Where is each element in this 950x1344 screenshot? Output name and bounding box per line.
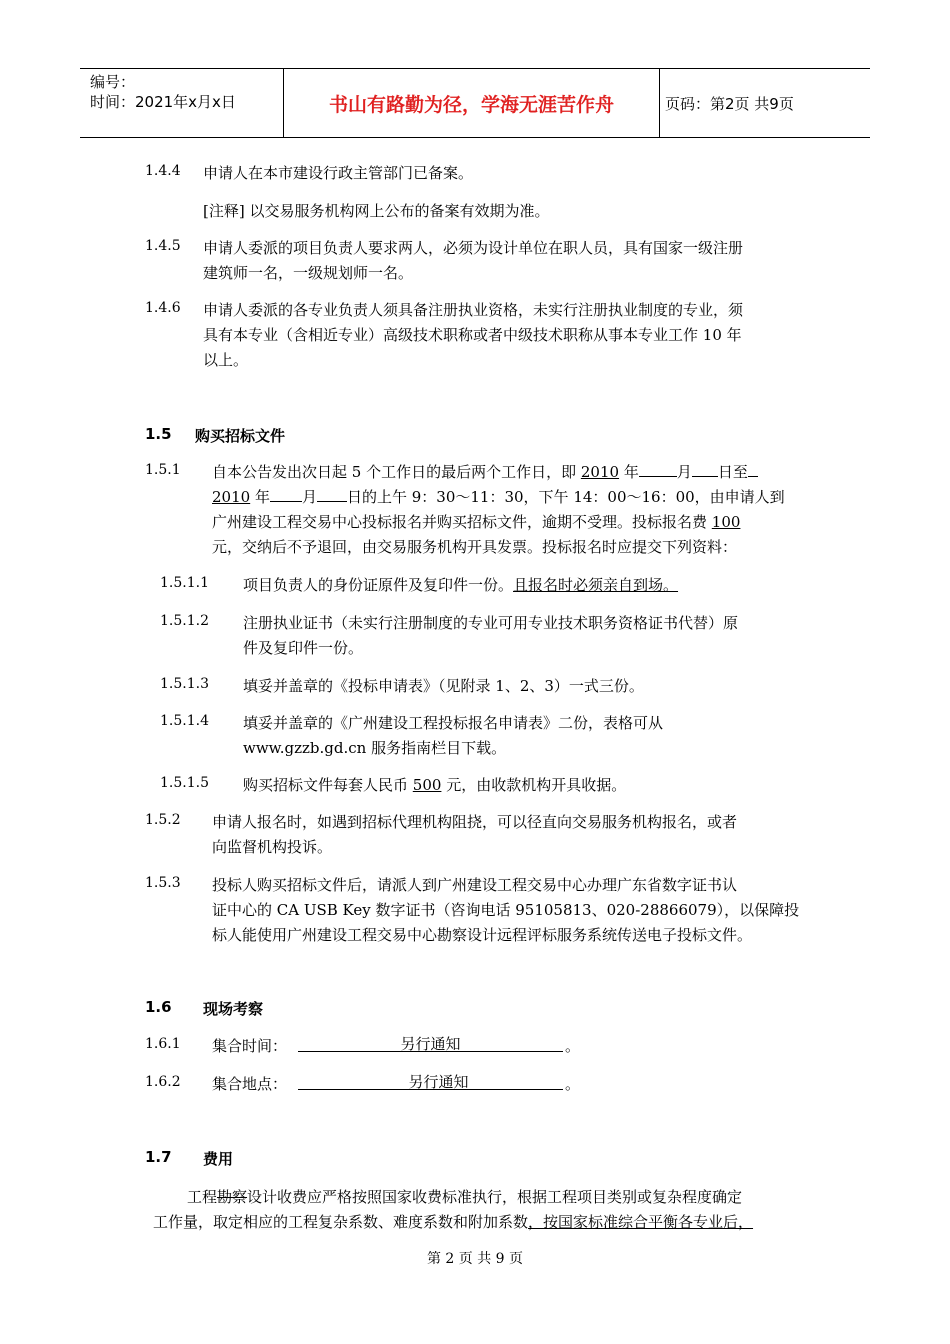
paragraph-line: 工程勘察设计收费应严格按照国家收费标准执行，根据工程项目类别或复杂程度确定 [187, 1188, 743, 1206]
paragraph-line: 元，交纳后不予退回，由交易服务机构开具发票。投标报名时应提交下列资料： [212, 538, 738, 556]
header-motto: 书山有路勤为径，学海无涯苦作舟 [283, 69, 660, 137]
page-header [80, 68, 870, 138]
section-number: 1.5.3 [145, 875, 181, 891]
paragraph-line: www.gzzb.gd.cn 服务指南栏目下载。 [243, 739, 507, 757]
paragraph-line: 以上。 [203, 351, 249, 369]
section-heading: 现场考察 [203, 1000, 264, 1018]
section-number: 1.5.1.1 [160, 575, 209, 591]
paragraph-line: 件及复印件一份。 [243, 639, 364, 657]
fee-field: 100 [711, 513, 741, 531]
underlined-text: ，按国家标准综合平衡各专业后， [528, 1213, 754, 1231]
header-page-label: 页码：第2页 共9页 [665, 94, 794, 113]
section-heading: 费用 [203, 1150, 234, 1168]
section-number: 1.5.1 [145, 462, 181, 478]
header-meta [80, 69, 283, 137]
section-number: 1.5.1.4 [160, 713, 209, 729]
paragraph-line: 投标人购买招标文件后，请派人到广州建设工程交易中心办理广东省数字证书认 [212, 876, 738, 894]
paragraph-line: 申请人委派的项目负责人要求两人，必须为设计单位在职人员，具有国家一级注册 [203, 239, 744, 257]
document-time-label: 时间：2021年x月x日 [90, 93, 236, 111]
paragraph-line: 广州建设工程交易中心投标报名并购买招标文件，逾期不受理。投标报名费 100 [212, 513, 741, 531]
day-blank [317, 486, 347, 502]
section-number: 1.5.1.5 [160, 775, 209, 791]
field-label: 集合时间： [212, 1037, 288, 1055]
paragraph-line: 2010 年 月 日的上午 9：30～11：30，下午 14：00～16：00，由申请人到 [212, 488, 785, 506]
assembly-place-value: 另行通知 [298, 1071, 563, 1090]
section-number: 1.4.4 [145, 163, 181, 179]
section-number: 1.5.1.2 [160, 613, 209, 629]
paragraph-line: 建筑师一名，一级规划师一名。 [203, 264, 414, 282]
note-line: [注释] 以交易服务机构网上公布的备案有效期为准。 [203, 202, 550, 220]
section-number: 1.6.2 [145, 1074, 181, 1090]
struck-text: 勘察 [217, 1188, 248, 1206]
paragraph-line: 项目负责人的身份证原件及复印件一份。且报名时必须亲自到场。 [243, 576, 679, 594]
section-number: 1.6.1 [145, 1036, 181, 1052]
section-number: 1.4.6 [145, 300, 181, 316]
paragraph-line: 工作量，取定相应的工程复杂系数、难度系数和附加系数，按国家标准综合平衡各专业后， [153, 1213, 754, 1231]
year-field: 2010 [212, 488, 251, 506]
paragraph-line: 填妥并盖章的《投标申请表》（见附录 1、2、3）一式三份。 [243, 677, 644, 695]
month-blank [270, 486, 302, 502]
section-heading-number: 1.6 [145, 998, 172, 1016]
field-label: 集合地点： [212, 1075, 288, 1093]
assembly-time-value: 另行通知 [298, 1033, 563, 1052]
paragraph-line: 购买招标文件每套人民币 500 元，由收款机构开具收据。 [243, 776, 627, 794]
paragraph-line: 申请人报名时，如遇到招标代理机构阻挠，可以径直向交易服务机构报名，或者 [212, 813, 738, 831]
section-number: 1.4.5 [145, 238, 181, 254]
section-number: 1.5.2 [145, 812, 181, 828]
paragraph-line: 具有本专业（含相近专业）高级技术职称或者中级技术职称从事本专业工作 10 年 [203, 326, 742, 344]
paragraph-line: 向监督机构投诉。 [212, 838, 333, 856]
paragraph-line: 标人能使用广州建设工程交易中心勘察设计远程评标服务系统传送电子投标文件。 [212, 926, 753, 944]
underlined-requirement: 且报名时必须亲自到场。 [513, 576, 679, 594]
page-footer: 第 2 页 共 9 页 [426, 1251, 524, 1267]
document-number-label: 编号： [90, 73, 136, 91]
section-heading: 购买招标文件 [195, 427, 286, 445]
price-field: 500 [412, 776, 442, 794]
year-field: 2010 [580, 463, 620, 481]
day-blank [692, 461, 718, 477]
paragraph-line: 注册执业证书（未实行注册制度的专业可用专业技术职务资格证书代替）原 [243, 614, 739, 632]
paragraph-line: 自本公告发出次日起 5 个工作日的最后两个工作日，即 2010 年 月 日至 [212, 461, 758, 482]
section-heading-number: 1.5 [145, 425, 172, 443]
section-number: 1.5.1.3 [160, 676, 209, 692]
paragraph-line: 填妥并盖章的《广州建设工程投标报名申请表》二份，表格可从 [243, 714, 664, 732]
month-blank [639, 461, 677, 477]
paragraph-line: 申请人委派的各专业负责人须具备注册执业资格，未实行注册执业制度的专业，须 [203, 301, 744, 319]
paragraph-line: 申请人在本市建设行政主管部门已备案。 [203, 164, 474, 182]
paragraph-line: 证中心的 CA USB Key 数字证书（咨询电话 95105813、020-28866079），以保障投 [212, 901, 800, 919]
section-heading-number: 1.7 [145, 1148, 172, 1166]
